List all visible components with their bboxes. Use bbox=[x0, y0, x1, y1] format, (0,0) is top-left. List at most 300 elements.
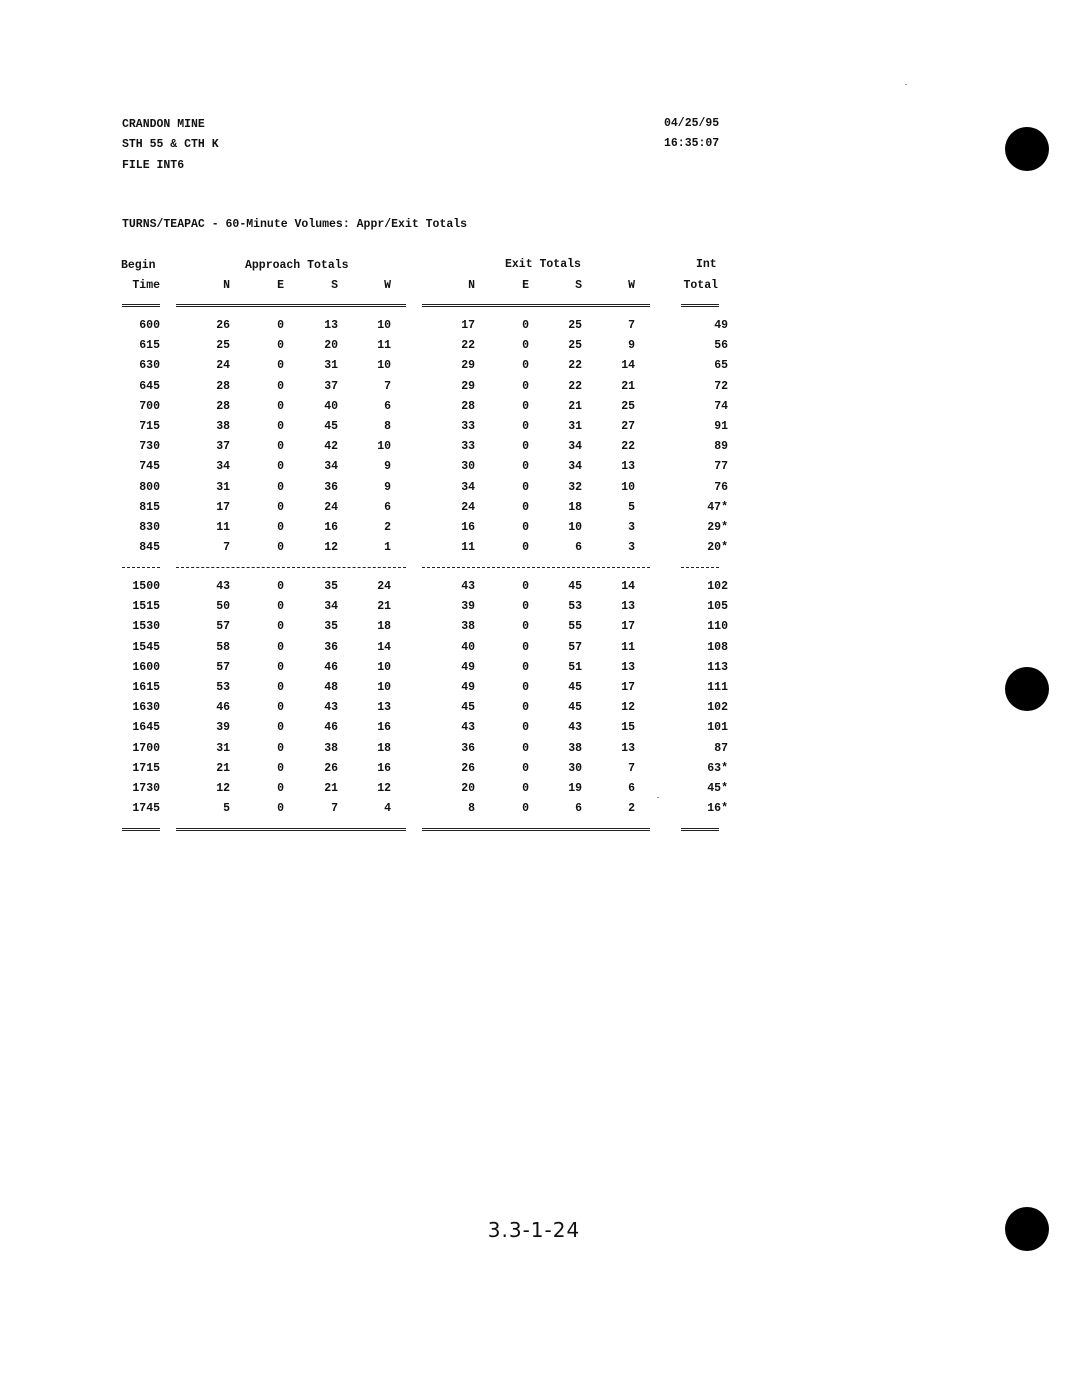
cell-appr-n: 12 bbox=[216, 782, 230, 795]
cell-exit-n: 49 bbox=[461, 681, 475, 694]
cell-appr-w: 9 bbox=[384, 480, 391, 494]
col-time-label: Time bbox=[132, 279, 160, 292]
separator-approach-top bbox=[176, 304, 406, 307]
cell-begin-time: 600 bbox=[139, 319, 160, 332]
cell-exit-e: 0 bbox=[522, 580, 529, 593]
col-appr-e: E bbox=[277, 279, 284, 292]
cell-exit-n: 29 bbox=[461, 359, 475, 373]
cell-int-total: 16* bbox=[707, 802, 728, 816]
cell-appr-e: 0 bbox=[277, 721, 284, 735]
cell-exit-w: 13 bbox=[621, 460, 635, 474]
cell-appr-w: 11 bbox=[377, 339, 391, 353]
separator-exit-bottom bbox=[422, 828, 650, 831]
cell-exit-n: 34 bbox=[461, 480, 475, 494]
cell-appr-e: 0 bbox=[277, 741, 284, 755]
approach-group-label: Approach Totals bbox=[245, 259, 349, 272]
cell-exit-e: 0 bbox=[522, 399, 529, 413]
cell-int-total: 65 bbox=[714, 359, 728, 373]
cell-appr-w: 6 bbox=[384, 399, 391, 413]
cell-appr-s: 46 bbox=[324, 660, 338, 674]
separator-total-bottom bbox=[681, 828, 719, 831]
col-total-label: Total bbox=[683, 279, 718, 292]
cell-exit-n: 33 bbox=[461, 440, 475, 454]
cell-exit-e: 0 bbox=[522, 701, 529, 715]
table-row bbox=[0, 661, 1068, 681]
cell-appr-n: 25 bbox=[216, 339, 230, 353]
separator-exit-mid bbox=[422, 567, 650, 568]
cell-appr-n: 31 bbox=[216, 480, 230, 494]
cell-exit-s: 55 bbox=[568, 620, 582, 634]
cell-appr-n: 28 bbox=[216, 399, 230, 413]
cell-exit-w: 7 bbox=[628, 319, 635, 332]
cell-appr-s: 16 bbox=[324, 521, 338, 534]
cell-exit-s: 45 bbox=[568, 701, 582, 715]
cell-appr-s: 12 bbox=[324, 541, 338, 555]
table-row bbox=[0, 762, 1068, 782]
cell-exit-n: 38 bbox=[461, 620, 475, 634]
cell-appr-e: 0 bbox=[277, 500, 284, 514]
table-row bbox=[0, 481, 1068, 501]
cell-appr-s: 34 bbox=[324, 460, 338, 474]
cell-exit-n: 33 bbox=[461, 420, 475, 433]
cell-appr-e: 0 bbox=[277, 521, 284, 534]
cell-appr-e: 0 bbox=[277, 480, 284, 494]
table-row bbox=[0, 782, 1068, 802]
cell-begin-time: 1530 bbox=[132, 620, 160, 634]
cell-exit-w: 21 bbox=[621, 379, 635, 393]
cell-appr-n: 46 bbox=[216, 701, 230, 715]
cell-exit-w: 15 bbox=[621, 721, 635, 735]
table-row bbox=[0, 501, 1068, 521]
cell-exit-w: 10 bbox=[621, 480, 635, 494]
cell-appr-w: 13 bbox=[377, 701, 391, 715]
cell-appr-w: 2 bbox=[384, 521, 391, 534]
cell-exit-e: 0 bbox=[522, 359, 529, 373]
cell-appr-s: 24 bbox=[324, 500, 338, 514]
cell-exit-w: 5 bbox=[628, 500, 635, 514]
cell-int-total: 56 bbox=[714, 339, 728, 353]
cell-exit-s: 22 bbox=[568, 379, 582, 393]
cell-begin-time: 1745 bbox=[132, 802, 160, 816]
cell-appr-n: 58 bbox=[216, 640, 230, 654]
cell-appr-s: 35 bbox=[324, 620, 338, 634]
report-title: TURNS/TEAPAC - 60-Minute Volumes: Appr/Exit Totals bbox=[122, 218, 468, 231]
table-row bbox=[0, 620, 1068, 640]
cell-appr-s: 38 bbox=[324, 741, 338, 755]
cell-exit-s: 34 bbox=[568, 440, 582, 454]
cell-int-total: 76 bbox=[714, 480, 728, 494]
cell-appr-e: 0 bbox=[277, 681, 284, 694]
cell-exit-e: 0 bbox=[522, 480, 529, 494]
cell-exit-e: 0 bbox=[522, 600, 529, 614]
cell-int-total: 102 bbox=[707, 701, 728, 715]
header-line-2: STH 55 & CTH K bbox=[122, 138, 219, 151]
cell-appr-w: 18 bbox=[377, 741, 391, 755]
cell-appr-w: 6 bbox=[384, 500, 391, 514]
binder-hole-top bbox=[1005, 127, 1049, 171]
cell-appr-n: 53 bbox=[216, 681, 230, 694]
cell-exit-n: 28 bbox=[461, 399, 475, 413]
cell-appr-w: 12 bbox=[377, 782, 391, 795]
separator-time-mid bbox=[122, 567, 160, 568]
cell-appr-s: 40 bbox=[324, 399, 338, 413]
cell-exit-n: 16 bbox=[461, 521, 475, 534]
cell-begin-time: 1500 bbox=[132, 580, 160, 593]
col-exit-n: N bbox=[468, 279, 475, 292]
cell-exit-w: 11 bbox=[621, 640, 635, 654]
cell-exit-s: 51 bbox=[568, 660, 582, 674]
cell-int-total: 72 bbox=[714, 379, 728, 393]
cell-appr-n: 34 bbox=[216, 460, 230, 474]
cell-appr-n: 26 bbox=[216, 319, 230, 332]
cell-appr-s: 20 bbox=[324, 339, 338, 353]
cell-exit-n: 17 bbox=[461, 319, 475, 332]
cell-exit-e: 0 bbox=[522, 541, 529, 555]
cell-exit-s: 34 bbox=[568, 460, 582, 474]
cell-appr-n: 28 bbox=[216, 379, 230, 393]
cell-appr-e: 0 bbox=[277, 761, 284, 775]
table-row bbox=[0, 721, 1068, 741]
cell-exit-n: 40 bbox=[461, 640, 475, 654]
column-header-row bbox=[0, 279, 1068, 299]
cell-appr-w: 7 bbox=[384, 379, 391, 393]
col-exit-s: S bbox=[575, 279, 582, 292]
cell-int-total: 108 bbox=[707, 640, 728, 654]
cell-appr-s: 34 bbox=[324, 600, 338, 614]
table-row bbox=[0, 600, 1068, 620]
table-row bbox=[0, 319, 1068, 339]
table-row bbox=[0, 420, 1068, 440]
header-line-1: CRANDON MINE bbox=[122, 118, 205, 131]
cell-begin-time: 815 bbox=[139, 500, 160, 514]
col-int-label: Int bbox=[696, 258, 717, 271]
cell-exit-n: 26 bbox=[461, 761, 475, 775]
cell-exit-w: 13 bbox=[621, 660, 635, 674]
table-row bbox=[0, 580, 1068, 600]
cell-appr-n: 57 bbox=[216, 660, 230, 674]
col-appr-n: N bbox=[223, 279, 230, 292]
cell-appr-s: 37 bbox=[324, 379, 338, 393]
cell-int-total: 45* bbox=[707, 782, 728, 795]
cell-int-total: 89 bbox=[714, 440, 728, 454]
cell-appr-n: 43 bbox=[216, 580, 230, 593]
cell-exit-e: 0 bbox=[522, 640, 529, 654]
scan-speck bbox=[905, 84, 907, 85]
cell-exit-w: 27 bbox=[621, 420, 635, 433]
cell-appr-e: 0 bbox=[277, 339, 284, 353]
cell-exit-w: 14 bbox=[621, 359, 635, 373]
cell-appr-n: 31 bbox=[216, 741, 230, 755]
cell-exit-n: 8 bbox=[468, 802, 475, 816]
cell-begin-time: 1630 bbox=[132, 701, 160, 715]
cell-exit-e: 0 bbox=[522, 620, 529, 634]
cell-appr-e: 0 bbox=[277, 660, 284, 674]
cell-appr-w: 8 bbox=[384, 420, 391, 433]
cell-int-total: 91 bbox=[714, 420, 728, 433]
cell-exit-s: 31 bbox=[568, 420, 582, 433]
cell-exit-s: 6 bbox=[575, 541, 582, 555]
cell-appr-w: 10 bbox=[377, 660, 391, 674]
cell-exit-s: 6 bbox=[575, 802, 582, 816]
cell-exit-s: 18 bbox=[568, 500, 582, 514]
cell-begin-time: 1700 bbox=[132, 741, 160, 755]
cell-appr-s: 48 bbox=[324, 681, 338, 694]
cell-appr-n: 7 bbox=[223, 541, 230, 555]
cell-appr-w: 18 bbox=[377, 620, 391, 634]
cell-appr-e: 0 bbox=[277, 541, 284, 555]
cell-appr-e: 0 bbox=[277, 620, 284, 634]
cell-int-total: 74 bbox=[714, 399, 728, 413]
cell-exit-s: 57 bbox=[568, 640, 582, 654]
cell-exit-s: 22 bbox=[568, 359, 582, 373]
cell-exit-n: 49 bbox=[461, 660, 475, 674]
table-row bbox=[0, 681, 1068, 701]
cell-begin-time: 1715 bbox=[132, 761, 160, 775]
separator-total-top bbox=[681, 304, 719, 307]
table-row bbox=[0, 742, 1068, 762]
cell-int-total: 29* bbox=[707, 521, 728, 534]
cell-exit-e: 0 bbox=[522, 521, 529, 534]
separator-total-mid bbox=[681, 567, 719, 568]
cell-appr-s: 7 bbox=[331, 802, 338, 816]
cell-appr-s: 36 bbox=[324, 480, 338, 494]
cell-exit-e: 0 bbox=[522, 741, 529, 755]
cell-appr-w: 10 bbox=[377, 440, 391, 454]
col-exit-e: E bbox=[522, 279, 529, 292]
cell-exit-e: 0 bbox=[522, 660, 529, 674]
cell-exit-w: 14 bbox=[621, 580, 635, 593]
separator-exit-top bbox=[422, 304, 650, 307]
cell-appr-s: 35 bbox=[324, 580, 338, 593]
cell-exit-e: 0 bbox=[522, 460, 529, 474]
cell-exit-s: 19 bbox=[568, 782, 582, 795]
cell-exit-e: 0 bbox=[522, 500, 529, 514]
cell-int-total: 47* bbox=[707, 500, 728, 514]
cell-appr-w: 1 bbox=[384, 541, 391, 555]
cell-appr-e: 0 bbox=[277, 359, 284, 373]
cell-int-total: 49 bbox=[714, 319, 728, 332]
table-row bbox=[0, 400, 1068, 420]
cell-appr-n: 17 bbox=[216, 500, 230, 514]
cell-exit-n: 30 bbox=[461, 460, 475, 474]
cell-begin-time: 745 bbox=[139, 460, 160, 474]
col-appr-s: S bbox=[331, 279, 338, 292]
page-number: 3.3-1-24 bbox=[487, 1218, 581, 1242]
cell-exit-w: 9 bbox=[628, 339, 635, 353]
cell-appr-e: 0 bbox=[277, 319, 284, 332]
cell-appr-n: 11 bbox=[216, 521, 230, 534]
cell-begin-time: 1615 bbox=[132, 681, 160, 694]
cell-begin-time: 645 bbox=[139, 379, 160, 393]
cell-appr-s: 31 bbox=[324, 359, 338, 373]
cell-exit-s: 25 bbox=[568, 339, 582, 353]
cell-exit-e: 0 bbox=[522, 339, 529, 353]
report-time: 16:35:07 bbox=[664, 137, 720, 150]
cell-int-total: 77 bbox=[714, 460, 728, 474]
cell-exit-e: 0 bbox=[522, 379, 529, 393]
table-row bbox=[0, 701, 1068, 721]
col-appr-w: W bbox=[384, 279, 391, 292]
cell-exit-e: 0 bbox=[522, 319, 529, 332]
cell-int-total: 20* bbox=[707, 541, 728, 555]
cell-exit-n: 43 bbox=[461, 580, 475, 593]
cell-begin-time: 630 bbox=[139, 359, 160, 373]
report-date: 04/25/95 bbox=[664, 117, 720, 130]
cell-int-total: 105 bbox=[707, 600, 728, 614]
cell-int-total: 63* bbox=[707, 761, 728, 775]
cell-begin-time: 1545 bbox=[132, 640, 160, 654]
cell-exit-n: 11 bbox=[461, 541, 475, 555]
cell-appr-s: 45 bbox=[324, 420, 338, 433]
cell-exit-w: 6 bbox=[628, 782, 635, 795]
col-begin-label: Begin bbox=[121, 259, 156, 272]
cell-exit-w: 13 bbox=[621, 741, 635, 755]
cell-int-total: 111 bbox=[707, 681, 728, 694]
cell-exit-n: 43 bbox=[461, 721, 475, 735]
cell-int-total: 102 bbox=[707, 580, 728, 593]
cell-exit-n: 36 bbox=[461, 741, 475, 755]
cell-exit-s: 21 bbox=[568, 399, 582, 413]
cell-appr-e: 0 bbox=[277, 440, 284, 454]
cell-exit-w: 3 bbox=[628, 541, 635, 555]
cell-exit-w: 2 bbox=[628, 802, 635, 816]
cell-appr-e: 0 bbox=[277, 640, 284, 654]
cell-exit-n: 45 bbox=[461, 701, 475, 715]
cell-appr-w: 16 bbox=[377, 761, 391, 775]
cell-begin-time: 845 bbox=[139, 541, 160, 555]
cell-exit-n: 24 bbox=[461, 500, 475, 514]
cell-exit-s: 45 bbox=[568, 681, 582, 694]
cell-int-total: 110 bbox=[707, 620, 728, 634]
cell-appr-w: 10 bbox=[377, 359, 391, 373]
cell-appr-n: 21 bbox=[216, 761, 230, 775]
cell-appr-n: 37 bbox=[216, 440, 230, 454]
cell-exit-e: 0 bbox=[522, 761, 529, 775]
cell-exit-w: 25 bbox=[621, 399, 635, 413]
cell-exit-s: 45 bbox=[568, 580, 582, 593]
cell-begin-time: 1515 bbox=[132, 600, 160, 614]
cell-appr-w: 10 bbox=[377, 319, 391, 332]
table-row bbox=[0, 380, 1068, 400]
header-line-3: FILE INT6 bbox=[122, 159, 185, 172]
cell-appr-n: 5 bbox=[223, 802, 230, 816]
cell-appr-w: 16 bbox=[377, 721, 391, 735]
cell-appr-s: 42 bbox=[324, 440, 338, 454]
cell-appr-w: 9 bbox=[384, 460, 391, 474]
cell-begin-time: 1600 bbox=[132, 660, 160, 674]
cell-appr-w: 14 bbox=[377, 640, 391, 654]
cell-exit-n: 22 bbox=[461, 339, 475, 353]
cell-exit-w: 3 bbox=[628, 521, 635, 534]
cell-exit-e: 0 bbox=[522, 440, 529, 454]
separator-time-top bbox=[122, 304, 160, 307]
cell-appr-e: 0 bbox=[277, 460, 284, 474]
cell-appr-e: 0 bbox=[277, 802, 284, 816]
cell-appr-e: 0 bbox=[277, 600, 284, 614]
table-row bbox=[0, 460, 1068, 480]
table-row bbox=[0, 339, 1068, 359]
cell-exit-s: 53 bbox=[568, 600, 582, 614]
cell-appr-w: 21 bbox=[377, 600, 391, 614]
cell-begin-time: 700 bbox=[139, 399, 160, 413]
cell-appr-s: 36 bbox=[324, 640, 338, 654]
cell-appr-e: 0 bbox=[277, 379, 284, 393]
table-row bbox=[0, 541, 1068, 561]
cell-appr-e: 0 bbox=[277, 580, 284, 593]
cell-appr-n: 39 bbox=[216, 721, 230, 735]
cell-appr-s: 43 bbox=[324, 701, 338, 715]
cell-exit-n: 39 bbox=[461, 600, 475, 614]
cell-exit-n: 29 bbox=[461, 379, 475, 393]
table-row bbox=[0, 641, 1068, 661]
table-row bbox=[0, 521, 1068, 541]
cell-begin-time: 1730 bbox=[132, 782, 160, 795]
cell-begin-time: 715 bbox=[139, 420, 160, 433]
separator-approach-mid bbox=[176, 567, 406, 568]
col-exit-w: W bbox=[628, 279, 635, 292]
cell-appr-n: 57 bbox=[216, 620, 230, 634]
cell-exit-e: 0 bbox=[522, 721, 529, 735]
cell-appr-e: 0 bbox=[277, 701, 284, 715]
cell-exit-s: 25 bbox=[568, 319, 582, 332]
cell-int-total: 87 bbox=[714, 741, 728, 755]
cell-appr-w: 24 bbox=[377, 580, 391, 593]
cell-appr-e: 0 bbox=[277, 399, 284, 413]
cell-exit-e: 0 bbox=[522, 420, 529, 433]
cell-exit-s: 30 bbox=[568, 761, 582, 775]
cell-begin-time: 830 bbox=[139, 521, 160, 534]
cell-appr-s: 46 bbox=[324, 721, 338, 735]
cell-appr-n: 24 bbox=[216, 359, 230, 373]
separator-approach-bottom bbox=[176, 828, 406, 831]
table-row bbox=[0, 802, 1068, 822]
cell-exit-s: 10 bbox=[568, 521, 582, 534]
cell-exit-w: 7 bbox=[628, 761, 635, 775]
cell-exit-e: 0 bbox=[522, 681, 529, 694]
cell-appr-s: 26 bbox=[324, 761, 338, 775]
cell-appr-n: 50 bbox=[216, 600, 230, 614]
cell-begin-time: 1645 bbox=[132, 721, 160, 735]
cell-exit-e: 0 bbox=[522, 802, 529, 816]
cell-int-total: 113 bbox=[707, 660, 728, 674]
cell-exit-n: 20 bbox=[461, 782, 475, 795]
cell-appr-s: 21 bbox=[324, 782, 338, 795]
separator-time-bottom bbox=[122, 828, 160, 831]
table-row bbox=[0, 359, 1068, 379]
cell-exit-w: 22 bbox=[621, 440, 635, 454]
cell-begin-time: 730 bbox=[139, 440, 160, 454]
cell-exit-s: 38 bbox=[568, 741, 582, 755]
cell-appr-n: 38 bbox=[216, 420, 230, 433]
cell-appr-e: 0 bbox=[277, 420, 284, 433]
cell-exit-w: 17 bbox=[621, 681, 635, 694]
cell-exit-w: 13 bbox=[621, 600, 635, 614]
cell-exit-w: 12 bbox=[621, 701, 635, 715]
exit-group-label: Exit Totals bbox=[505, 258, 581, 271]
cell-begin-time: 615 bbox=[139, 339, 160, 353]
cell-int-total: 101 bbox=[707, 721, 728, 735]
cell-exit-e: 0 bbox=[522, 782, 529, 795]
cell-exit-s: 32 bbox=[568, 480, 582, 494]
cell-begin-time: 800 bbox=[139, 480, 160, 494]
cell-appr-e: 0 bbox=[277, 782, 284, 795]
cell-appr-w: 4 bbox=[384, 802, 391, 816]
cell-appr-s: 13 bbox=[324, 319, 338, 332]
cell-exit-s: 43 bbox=[568, 721, 582, 735]
cell-exit-w: 17 bbox=[621, 620, 635, 634]
cell-appr-w: 10 bbox=[377, 681, 391, 694]
table-row bbox=[0, 440, 1068, 460]
